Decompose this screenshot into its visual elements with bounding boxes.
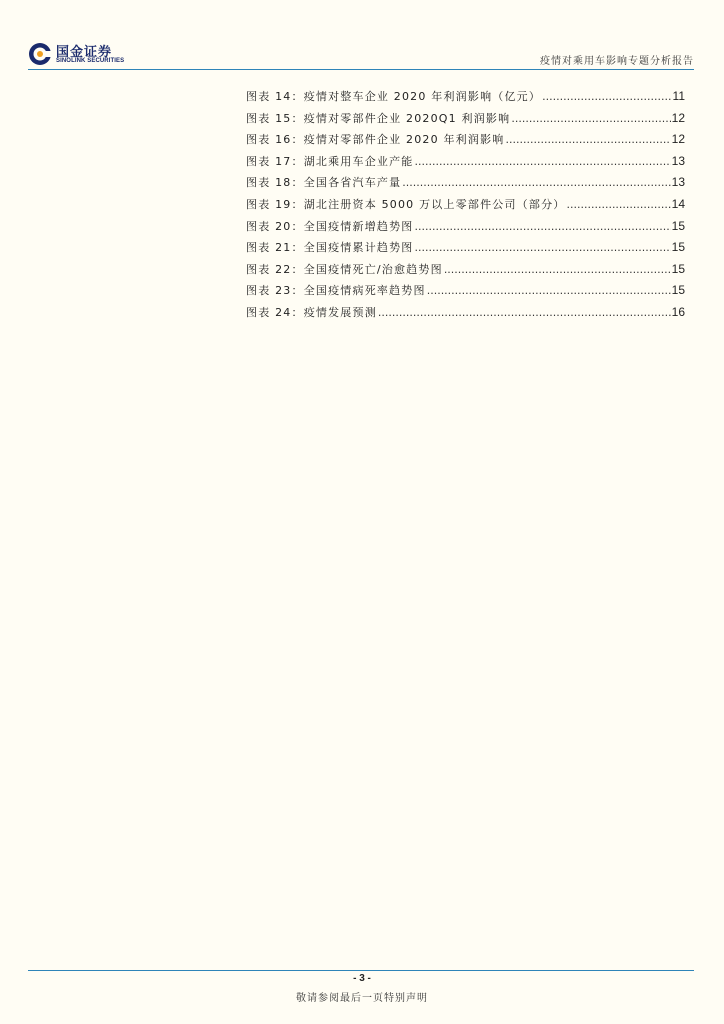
toc-entry[interactable]	[246, 239, 685, 261]
toc-entry[interactable]	[246, 153, 685, 175]
toc-entry-label: 图表 15：疫情对零部件企业 2020Q1 利润影响	[246, 111, 511, 125]
footer-disclaimer: 敬请参阅最后一页特别声明	[296, 993, 428, 1004]
table-of-figures	[246, 88, 685, 326]
toc-leader-dots	[511, 112, 670, 125]
toc-entry[interactable]	[246, 218, 685, 240]
page-number: - 3 -	[353, 973, 371, 984]
toc-entry-page: 12	[671, 132, 685, 147]
toc-entry-page: 13	[671, 175, 685, 190]
report-title: 疫情对乘用车影响专题分析报告	[540, 56, 694, 67]
toc-entry[interactable]	[246, 131, 685, 153]
toc-entry-label: 图表 22：全国疫情死亡/治愈趋势图	[246, 262, 443, 276]
toc-entry-label: 图表 20：全国疫情新增趋势图	[246, 219, 414, 233]
toc-entry[interactable]	[246, 174, 685, 196]
toc-entry[interactable]	[246, 88, 685, 110]
toc-entry-page: 16	[671, 304, 685, 319]
toc-entry[interactable]	[246, 304, 685, 326]
toc-entry-label: 图表 18：全国各省汽车产量	[246, 176, 402, 190]
toc-entry-label: 图表 24：疫情发展预测	[246, 305, 377, 319]
toc-entry[interactable]	[246, 261, 685, 283]
toc-entry-page: 15	[671, 218, 685, 233]
toc-entry-page: 11	[672, 89, 685, 103]
toc-leader-dots	[378, 306, 671, 319]
header-divider	[28, 69, 694, 70]
logo-chinese-name: 国金证券	[56, 45, 113, 60]
toc-entry[interactable]	[246, 196, 685, 218]
toc-leader-dots	[415, 241, 671, 254]
toc-entry-label: 图表 17：湖北乘用车企业产能	[246, 154, 414, 168]
toc-entry[interactable]	[246, 110, 685, 132]
toc-entry-page: 15	[671, 240, 685, 255]
toc-leader-dots	[444, 263, 671, 276]
toc-leader-dots	[542, 90, 671, 103]
toc-entry[interactable]	[246, 282, 685, 304]
toc-entry-label: 图表 21：全国疫情累计趋势图	[246, 241, 414, 255]
toc-entry-page: 13	[671, 153, 685, 168]
toc-leader-dots	[566, 198, 670, 211]
toc-leader-dots	[505, 133, 670, 146]
page-header	[28, 40, 694, 70]
sinolink-logo-icon	[28, 42, 52, 66]
toc-entry-label: 图表 16：疫情对零部件企业 2020 年利润影响	[246, 133, 505, 147]
toc-entry-label: 图表 23：全国疫情病死率趋势图	[246, 284, 426, 298]
toc-leader-dots	[402, 176, 670, 189]
toc-leader-dots	[415, 220, 671, 233]
logo-english-name: SINOLINK SECURITIES	[56, 58, 125, 64]
toc-entry-page: 12	[671, 110, 685, 125]
toc-entry-page: 15	[671, 261, 685, 276]
toc-leader-dots	[427, 284, 671, 297]
toc-entry-label: 图表 14：疫情对整车企业 2020 年利润影响（亿元）	[246, 90, 542, 103]
toc-entry-page: 15	[671, 283, 685, 298]
footer-divider	[28, 970, 694, 971]
toc-leader-dots	[415, 155, 671, 168]
toc-entry-label: 图表 19：湖北注册资本 5000 万以上零部件公司（部分）	[246, 197, 566, 211]
toc-entry-page: 14	[671, 196, 685, 211]
company-logo	[28, 42, 138, 70]
